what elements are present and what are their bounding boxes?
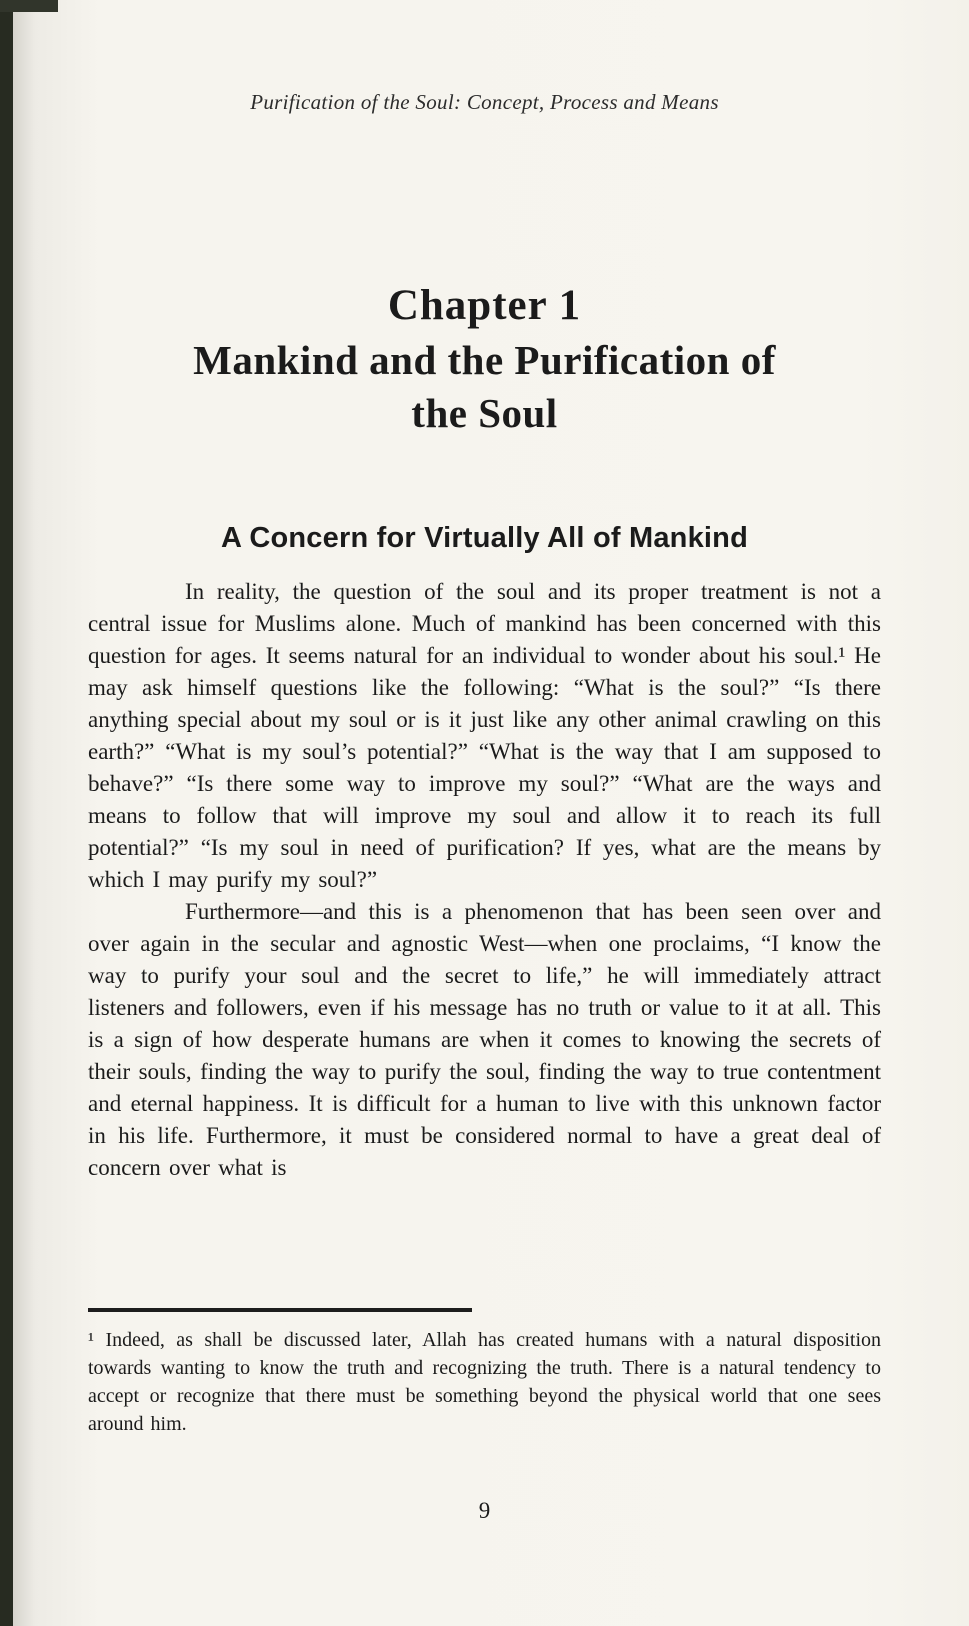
chapter-number: Chapter 1 [387, 282, 582, 329]
body-text [88, 576, 881, 1184]
footnote-separator [88, 1308, 472, 1312]
chapter-heading [0, 278, 969, 440]
running-header: Purification of the Soul: Concept, Process and Means [250, 90, 719, 114]
footnote: ¹ Indeed, as shall be discussed later, Allah has created humans with a natural disposition towards wanting to know the truth and recognizing the truth. There is a natural tendency to accept or recognize that there must be something beyond the physical world that one sees around him. [88, 1329, 881, 1435]
section-heading: A Concern for Virtually All of Mankind [221, 522, 748, 554]
chapter-title-line1: Mankind and the Purification of [193, 337, 776, 383]
paragraph: Furthermore—and this is a phenomenon that has been seen over and over again in the secular and agnostic West—when one proclaims, “I know the way to purify your soul and the secret to life,” he will immediately attract listeners and followers, even if his message has no truth or value to it at all. This is a sign of how desperate humans are when it comes to knowing the secrets of their souls, finding the way to purify the soul, finding the way to true contentment and eternal happiness. It is difficult for a human to live with this unknown factor in his life. Furthermore, it must be considered normal to have a great deal of concern over what is [88, 899, 881, 1180]
scan-edge-left [0, 0, 13, 1626]
page-number: 9 [478, 1498, 491, 1523]
paragraph: In reality, the question of the soul and its proper treatment is not a central issue for Muslims alone. Much of mankind has been concerned with this question for ages. It seems natural for an individual to wonder about his soul.¹ He may ask himself questions like the following: “What is the soul?” “Is there anything special about my soul or is it just like any other animal crawling on this earth?” “What is my soul’s potential?” “What is the way that I am supposed to behave?” “Is there some way to improve my soul?” “What are the ways and means to follow that will improve my soul and allow it to reach its full potential?” “Is my soul in need of purification? If yes, what are the means by which I may purify my soul?” [88, 579, 881, 892]
scan-edge-top-corner [0, 0, 58, 12]
chapter-title-line2: the Soul [411, 390, 558, 436]
